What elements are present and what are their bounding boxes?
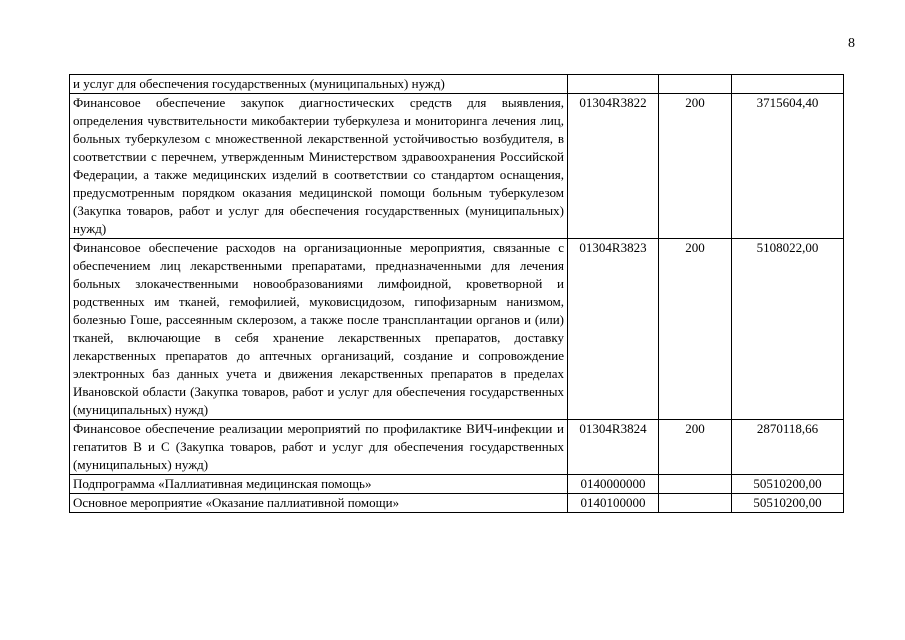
page-number: 8 [848, 36, 855, 51]
row-expense-type: 200 [659, 94, 732, 239]
row-expense-type: 200 [659, 239, 732, 420]
row-description: Финансовое обеспечение расходов на организационные мероприятия, связанные с обеспечением лиц лекарственными препаратами, предназначенными для лечения больных злокачественными новообразованиями лимфоидной, кроветворной и родственных им тканей, гемофилией, муковисцидозом, гипофизарным нанизмом, болезнью Гоше, рассеянным склерозом, а также после трансплантации органов и (или) тканей, включающие в себя хранение лекарственных препаратов, доставку лекарственных препаратов до аптечных организаций, создание и сопровождение электронных баз данных учета и движения лекарственных препаратов в пределах Ивановской области (Закупка товаров, работ и услуг для обеспечения государственных (муниципальных) нужд) [70, 239, 568, 420]
row-target-code: 0140100000 [568, 494, 659, 513]
row-amount: 50510200,00 [732, 494, 844, 513]
row-amount: 3715604,40 [732, 94, 844, 239]
row-target-code: 01304R3822 [568, 94, 659, 239]
table-row [70, 494, 844, 513]
row-description: Подпрограмма «Паллиативная медицинская помощь» [70, 475, 568, 494]
row-expense-type: 200 [659, 420, 732, 475]
table-row [70, 475, 844, 494]
row-description: Основное мероприятие «Оказание паллиативной помощи» [70, 494, 568, 513]
row-target-code: 01304R3824 [568, 420, 659, 475]
row-amount: 2870118,66 [732, 420, 844, 475]
table-row [70, 420, 844, 475]
table-row [70, 75, 844, 94]
row-amount [732, 75, 844, 94]
row-target-code: 0140000000 [568, 475, 659, 494]
row-expense-type [659, 494, 732, 513]
row-amount: 50510200,00 [732, 475, 844, 494]
row-amount: 5108022,00 [732, 239, 844, 420]
row-description: и услуг для обеспечения государственных (муниципальных) нужд) [70, 75, 568, 94]
row-description: Финансовое обеспечение закупок диагностических средств для выявления, определения чувствительности микобактерии туберкулеза и мониторинга лечения лиц, больных туберкулезом с множественной лекарственной устойчивостью возбудителя, в соответствии с перечнем, утвержденным Министерством здравоохранения Российской Федерации, а также медицинских изделий в соответствии со стандартом оснащения, предусмотренным порядком оказания медицинской помощи больным туберкулезом (Закупка товаров, работ и услуг для обеспечения государственных (муниципальных) нужд) [70, 94, 568, 239]
table-row [70, 239, 844, 420]
table-row [70, 94, 844, 239]
budget-table [69, 74, 844, 513]
row-expense-type [659, 475, 732, 494]
row-description: Финансовое обеспечение реализации мероприятий по профилактике ВИЧ-инфекции и гепатитов В и С (Закупка товаров, работ и услуг для обеспечения государственных (муниципальных) нужд) [70, 420, 568, 475]
row-target-code [568, 75, 659, 94]
row-target-code: 01304R3823 [568, 239, 659, 420]
row-expense-type [659, 75, 732, 94]
